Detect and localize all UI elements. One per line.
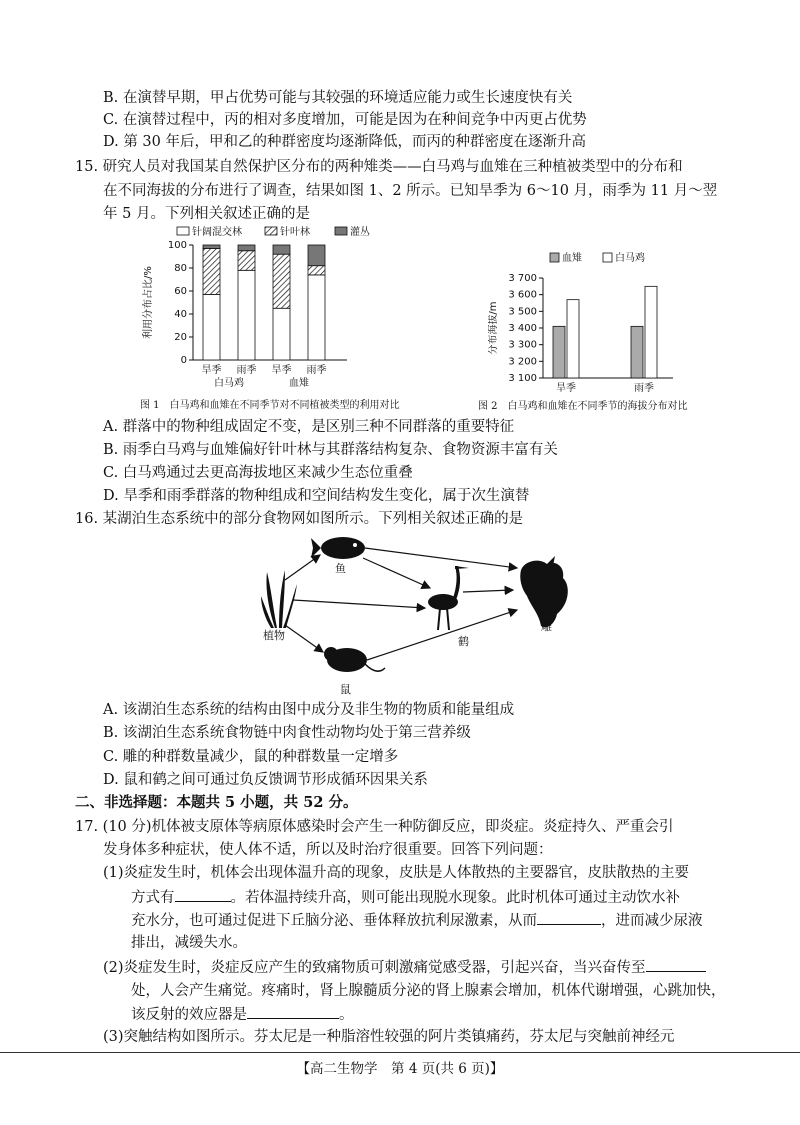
food-web-diagram — [255, 530, 585, 690]
q15-option-a: A. 群落中的物种组成固定不变，是区别三种不同群落的重要特征 — [103, 419, 515, 435]
y-tick-label: 100 — [167, 240, 187, 251]
q17-part2-line-a — [103, 957, 706, 978]
q17-part1-line-c — [131, 910, 703, 931]
bar-segment — [203, 294, 220, 360]
group-label: 白马鸡 — [214, 378, 244, 389]
crane-icon — [428, 566, 469, 630]
q14-option-d: D. 第 30 年后，甲和乙的种群密度均逐渐降低，而丙的种群密度在逐渐升高 — [103, 134, 586, 150]
answer-blank-heat-dissipation[interactable] — [175, 887, 231, 902]
q16-option-b: B. 该湖泊生态系统食物链中肉食性动物均处于第三营养级 — [103, 725, 471, 741]
figure-1-stacked-bar-chart — [135, 222, 440, 394]
q16-stem: 16. 某湖泊生态系统中的部分食物网如图所示。下列相关叙述正确的是 — [75, 511, 524, 527]
section-2-heading: 二、非选择题：本题共 5 小题，共 52 分。 — [75, 794, 358, 811]
figure-2-caption: 图 2 白马鸡和血雉在不同季节的海拔分布对比 — [478, 401, 688, 412]
q15-stem-1: 15. 研究人员对我国某自然保护区分布的两种雉类——白马鸡与血雉在三种植被类型中的分布和 — [75, 159, 683, 175]
legend-label-2: 针叶林 — [280, 227, 310, 238]
food-web-label-plant: 植物 — [263, 629, 285, 642]
y-tick-label: 60 — [174, 286, 187, 297]
q17-part1-c-post: ，进而减少尿液 — [601, 913, 703, 929]
bar-segment — [203, 245, 220, 248]
x-tick-label: 旱季 — [271, 365, 292, 376]
x-tick-label: 旱季 — [556, 383, 576, 394]
q17-part1-b-post: 。若体温持续升高，则可能出现脱水现象。此时机体可通过主动饮水补 — [230, 890, 680, 906]
bar-baimaji — [567, 300, 579, 378]
bar-xuezhi — [553, 326, 565, 378]
q17-part1-line-d: 排出，减缓失水。 — [131, 935, 247, 951]
bar-segment — [203, 248, 220, 294]
q17-part2-line-c — [131, 1004, 354, 1025]
bar-segment — [238, 251, 255, 271]
bar-segment — [308, 275, 325, 360]
y-tick-label: 3 500 — [508, 306, 537, 318]
rat-icon — [324, 647, 385, 672]
q14-option-b: B. 在演替早期，甲占优势可能与其较强的环境适应能力或生长速度快有关 — [103, 90, 573, 106]
bar-segment — [238, 245, 255, 251]
q17-part3-line-a: (3)突触结构如图所示。芬太尼是一种脂溶性较强的阿片类镇痛药，芬太尼与突触前神经元 — [103, 1029, 675, 1045]
legend-swatch-1 — [177, 227, 189, 235]
page-footer — [0, 1052, 800, 1077]
x-tick-label: 雨季 — [236, 365, 257, 376]
answer-blank-adh-effect[interactable] — [537, 910, 601, 925]
food-web-label-eagle: 雕 — [541, 620, 552, 633]
q17-part2-a-pre: (2)炎症发生时，炎症反应产生的致痛物质可刺激痛觉感受器，引起兴奋，当兴奋传至 — [103, 960, 646, 976]
q15-option-c: C. 白马鸡通过去更高海拔地区来减少生态位重叠 — [103, 465, 413, 481]
plant-icon — [261, 570, 297, 628]
legend-swatch-2 — [265, 227, 277, 235]
food-web-label-fish: 鱼 — [335, 562, 346, 575]
x-tick-label: 雨季 — [306, 365, 327, 376]
y-tick-label: 40 — [174, 309, 187, 320]
arrow-crane-eagle — [463, 590, 513, 592]
group-label: 血雉 — [289, 378, 309, 389]
food-web-label-rat: 鼠 — [340, 683, 351, 696]
q17-line-1: 17. (10 分)机体被支原体等病原体感染时会产生一种防御反应，即炎症。炎症持久、严重会引 — [75, 819, 674, 835]
y-tick-label: 3 700 — [508, 273, 537, 284]
q17-part2-line-b: 处，人会产生痛觉。疼痛时，肾上腺髓质分泌的肾上腺素会增加，机体代谢增强，心跳加快， — [131, 983, 726, 999]
y-tick-label: 80 — [174, 263, 187, 274]
x-tick-label: 雨季 — [634, 383, 654, 394]
eagle-icon — [520, 556, 568, 627]
bar-segment — [238, 270, 255, 360]
y-tick-label: 0 — [180, 355, 187, 366]
bar-xuezhi — [631, 326, 643, 378]
arrow-fish-crane — [363, 558, 430, 588]
arrow-rat-eagle — [367, 610, 517, 660]
y-axis-label: 利用分布占比/% — [143, 266, 154, 339]
q17-part1-b-pre: 方式有 — [131, 890, 175, 906]
q17-line-2: 发身体多种症状，使人体不适，所以及时治疗很重要。回答下列问题： — [103, 842, 553, 858]
x-tick-label: 旱季 — [201, 365, 222, 376]
q17-part2-c-pre: 该反射的效应器是 — [131, 1007, 247, 1023]
food-web-label-crane: 鹤 — [458, 635, 469, 648]
bar-segment — [308, 245, 325, 266]
legend-label-2: 白马鸡 — [615, 253, 645, 264]
q15-stem-2: 在不同海拔的分布进行了调查，结果如图 1、2 所示。已知旱季为 6～10 月，雨季为 11 月～翌 — [103, 183, 718, 199]
answer-blank-effector[interactable] — [247, 1004, 339, 1019]
y-tick-label: 3 200 — [508, 356, 537, 368]
q15-option-d: D. 旱季和雨季群落的物种组成和空间结构发生变化，属于次生演替 — [103, 488, 530, 504]
q17-part1-line-a: (1)炎症发生时，机体会出现体温升高的现象，皮肤是人体散热的主要器官，皮肤散热的主要 — [103, 865, 690, 881]
q15-option-b: B. 雨季白马鸡与血雉偏好针叶林与其群落结构复杂、食物资源丰富有关 — [103, 442, 558, 458]
bar-segment — [308, 266, 325, 275]
legend-swatch-3 — [335, 227, 347, 235]
legend-label-3: 灌丛 — [350, 227, 370, 238]
bar-segment — [273, 245, 290, 254]
q17-part2-c-post: 。 — [339, 1007, 354, 1023]
q16-option-c: C. 雕的种群数量减少，鼠的种群数量一定增多 — [103, 749, 399, 765]
arrow-plant-rat — [285, 625, 323, 652]
y-tick-label: 3 600 — [508, 289, 537, 301]
legend-swatch-1 — [550, 253, 559, 262]
y-tick-label: 20 — [174, 332, 187, 343]
q16-option-a: A. 该湖泊生态系统的结构由图中成分及非生物的物质和能量组成 — [103, 702, 515, 718]
y-axis-label: 分布海拔/m — [488, 301, 499, 355]
arrow-fish-eagle — [365, 548, 517, 568]
y-tick-label: 3 400 — [508, 323, 537, 334]
y-tick-label: 3 100 — [508, 373, 537, 384]
legend-label-1: 针阔混交林 — [192, 227, 242, 238]
answer-blank-pain-center[interactable] — [646, 957, 706, 972]
bar-segment — [273, 308, 290, 360]
figure-2-bar-chart — [488, 250, 698, 395]
bar-segment — [273, 254, 290, 308]
q14-option-c: C. 在演替过程中，丙的相对多度增加，可能是因为在种间竞争中丙更占优势 — [103, 112, 587, 128]
q15-stem-3: 年 5 月。下列相关叙述正确的是 — [103, 206, 310, 222]
bar-baimaji — [645, 286, 657, 378]
arrow-plant-fish — [285, 555, 320, 580]
q17-part1-line-b — [131, 887, 680, 908]
footer-label: 【高二生物学 第 4 页(共 6 页)】 — [296, 1061, 504, 1077]
y-tick-label: 3 300 — [508, 339, 537, 351]
legend-swatch-2 — [603, 253, 612, 262]
legend-label-1: 血雉 — [562, 253, 582, 264]
arrow-plant-crane — [293, 600, 425, 608]
q16-option-d: D. 鼠和鹤之间可通过负反馈调节形成循环因果关系 — [103, 772, 428, 788]
q17-part1-c-pre: 充水分，也可通过促进下丘脑分泌、垂体释放抗利尿激素，从而 — [131, 913, 537, 929]
figure-1-caption: 图 1 白马鸡和血雉在不同季节对不同植被类型的利用对比 — [140, 400, 400, 411]
